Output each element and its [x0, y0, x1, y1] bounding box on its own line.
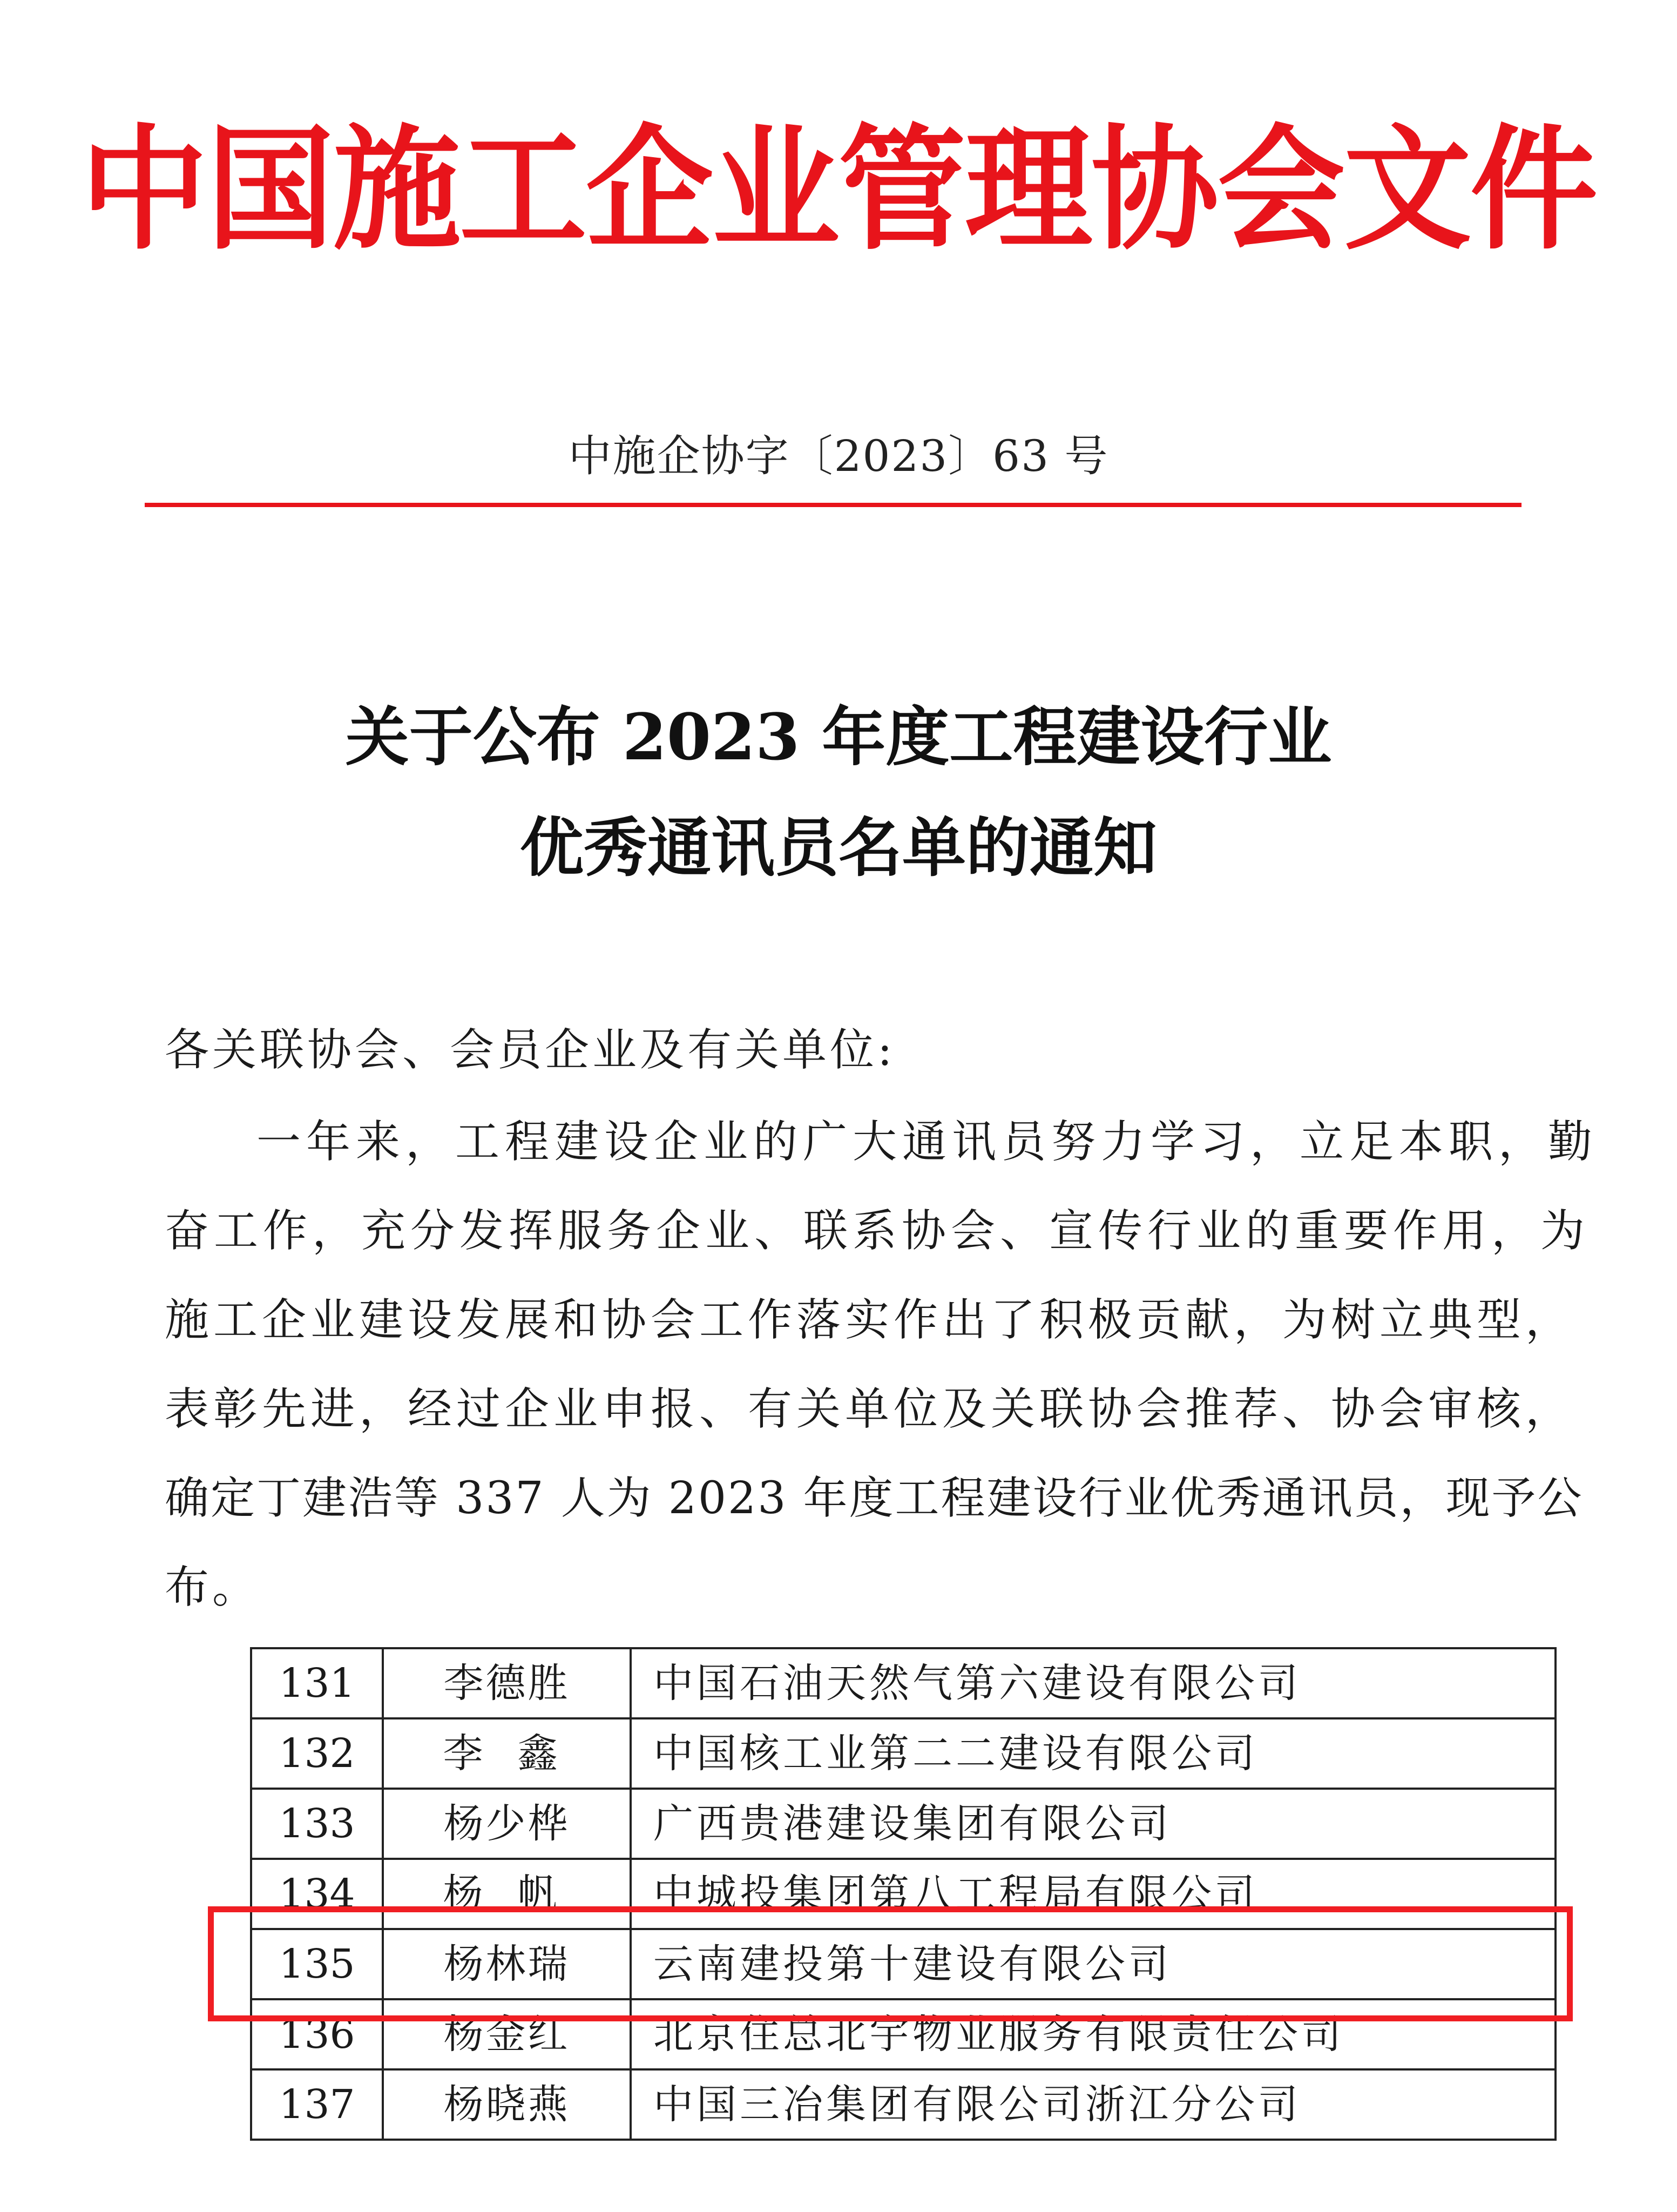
row-number: 137 — [251, 2069, 383, 2140]
document-number: 中施企协字〔2023〕63 号 — [568, 431, 1109, 481]
company-name: 中国石油天然气第六建设有限公司 — [631, 1648, 1556, 1718]
row-number: 131 — [251, 1648, 383, 1718]
person-name: 杨金红 — [383, 1999, 631, 2069]
body-paragraph-line: 奋工作，充分发挥服务企业、联系协会、宣传行业的重要作用，为 — [165, 1205, 1590, 1257]
highlight-box-row-135 — [208, 1906, 1573, 2021]
person-name: 杨少桦 — [383, 1789, 631, 1859]
body-paragraph-line: 一年来，工程建设企业的广大通讯员努力学习，立足本职，勤 — [256, 1116, 1598, 1168]
communicator-roster-table — [250, 1647, 1557, 2141]
company-name: 北京住总北宇物业服务有限责任公司 — [631, 1999, 1556, 2069]
company-name: 中国三冶集团有限公司浙江分公司 — [631, 2069, 1556, 2140]
company-name: 广西贵港建设集团有限公司 — [631, 1789, 1556, 1859]
person-name: 杨晓燕 — [383, 2069, 631, 2140]
table-row — [251, 2069, 1556, 2140]
company-name: 中城投集团第八工程局有限公司 — [631, 1859, 1556, 1929]
person-name: 李德胜 — [383, 1648, 631, 1718]
body-paragraph-line: 施工企业建设发展和协会工作落实作出了积极贡献，为树立典型， — [165, 1294, 1574, 1346]
body-paragraph-line: 布。 — [165, 1562, 260, 1613]
row-number: 132 — [251, 1718, 383, 1789]
table-row — [251, 1789, 1556, 1859]
document-header-title: 中国施工企业管理协会文件 — [80, 110, 1597, 268]
row-number: 135 — [251, 1929, 383, 1999]
person-name: 杨林瑞 — [383, 1929, 631, 1999]
company-name: 中国核工业第二二建设有限公司 — [631, 1718, 1556, 1789]
body-paragraph-line: 确定丁建浩等 337 人为 2023 年度工程建设行业优秀通讯员，现予公 — [165, 1473, 1584, 1524]
row-number: 134 — [251, 1859, 383, 1929]
notice-title-line-2: 优秀通讯员名单的通知 — [519, 810, 1157, 885]
table-row — [251, 1648, 1556, 1718]
red-divider-line — [145, 503, 1522, 507]
person-name: 杨帆 — [383, 1859, 631, 1929]
salutation: 各关联协会、会员企业及有关单位: — [165, 1024, 896, 1076]
company-name: 云南建投第十建设有限公司 — [631, 1929, 1556, 1999]
notice-title-line-1: 关于公布 2023 年度工程建设行业 — [345, 699, 1332, 774]
body-paragraph-line: 表彰先进，经过企业申报、有关单位及关联协会推荐、协会审核， — [165, 1384, 1574, 1435]
person-name: 李鑫 — [383, 1718, 631, 1789]
table-row — [251, 1718, 1556, 1789]
row-number: 133 — [251, 1789, 383, 1859]
row-number: 136 — [251, 1999, 383, 2069]
